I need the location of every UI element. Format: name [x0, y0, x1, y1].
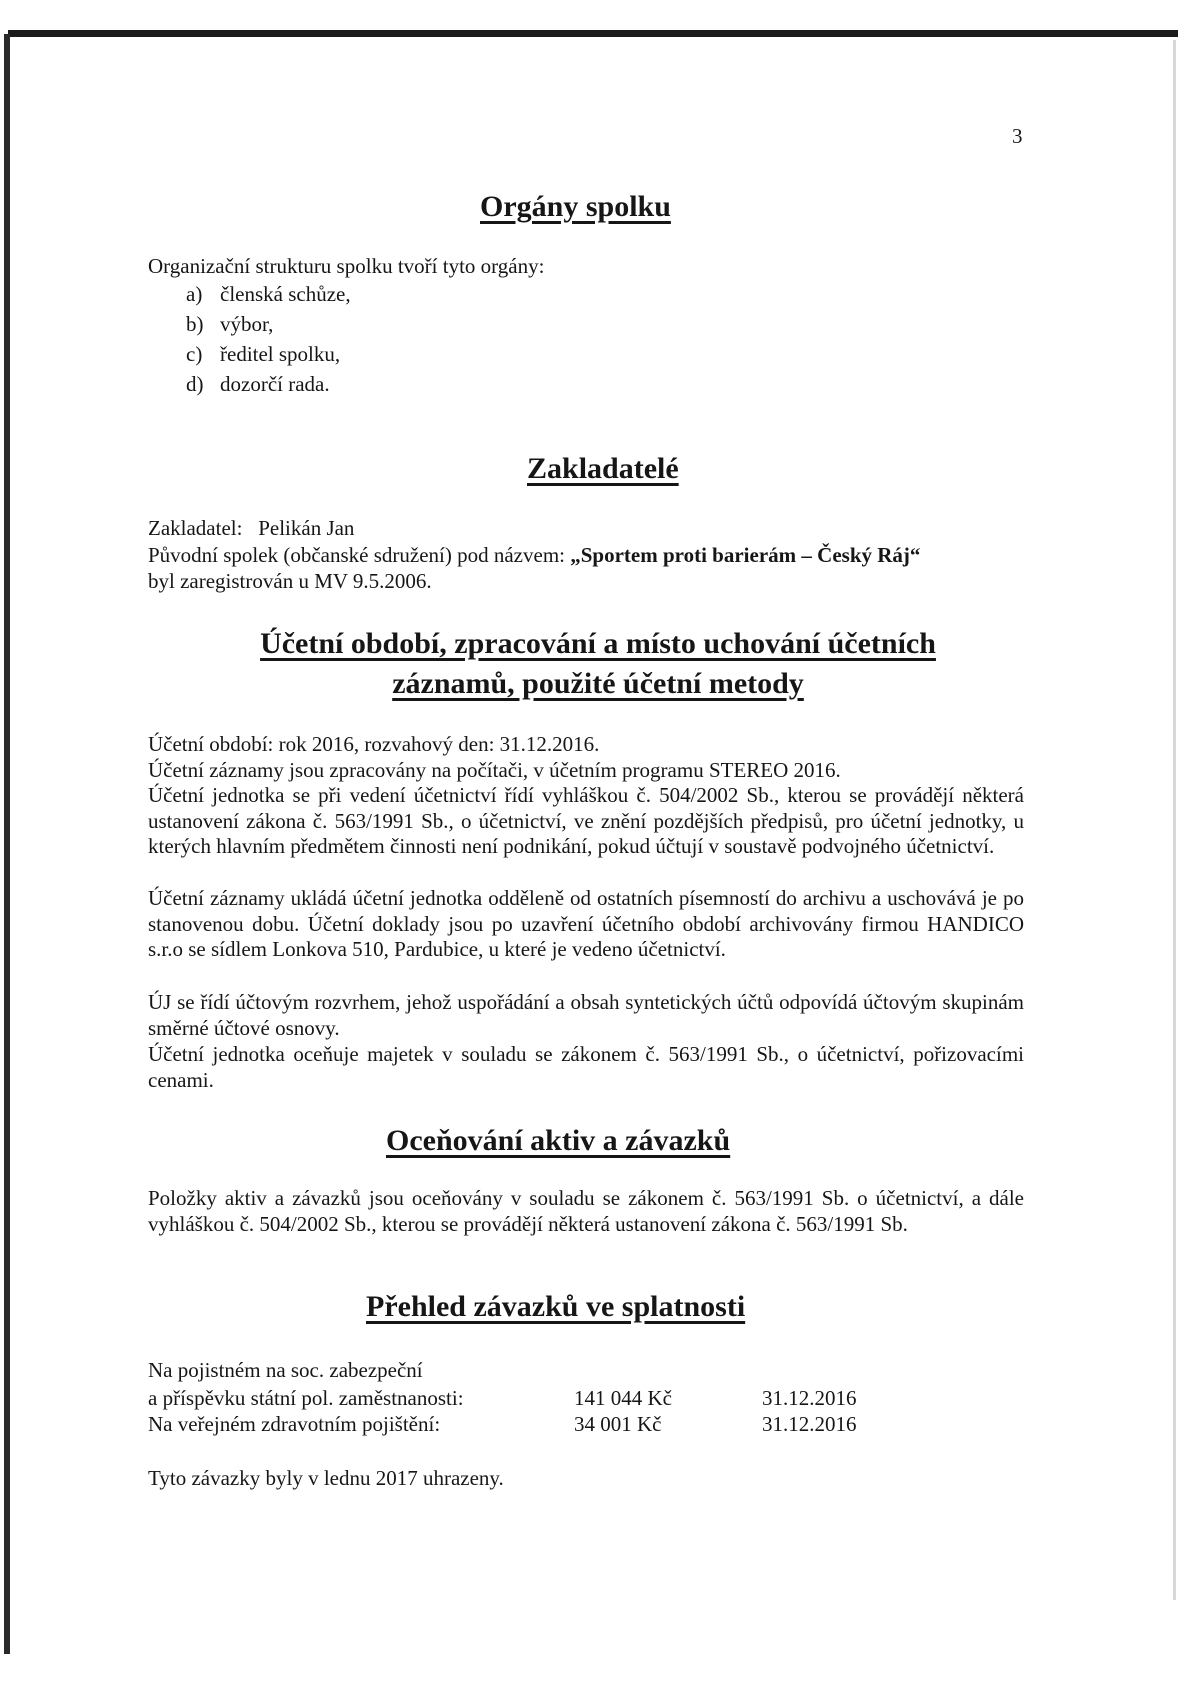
liability-row [148, 1358, 908, 1384]
ocenovani-paragraph: Položky aktiv a závazků jsou oceňovány v souladu se zákonem č. 563/1991 Sb. o účetnictví, a dále vyhláškou č. 504/2002 Sb., kterou se provádějí některá ustanovení zákona č. 563/1991 Sb. [148, 1186, 1024, 1236]
heading-ucetni-line2: záznamů, použité účetní metody [392, 667, 804, 700]
ucetni-paragraph-regulation: Účetní jednotka se při vedení účetnictví řídí vyhláškou č. 504/2002 Sb., kterou se provádějí některá ustanovení zákona č. 563/1991 Sb., o účetnictví, ve znění pozdějších předpisů, pro účetní jednotky, u kterých hlavním předmětem činnosti není podnikání, pokud účtují v soustavě podvojného účetnictví. [148, 783, 1024, 858]
list-text: dozorčí rada. [220, 372, 330, 396]
heading-ucetni-line1: Účetní období, zpracování a místo uchování účetních [260, 627, 936, 660]
liability-row [148, 1412, 908, 1438]
scan-edge-right [1173, 40, 1176, 1600]
organy-list-item [186, 282, 351, 307]
heading-prehled-zavazku: Přehled závazků ve splatnosti [366, 1290, 746, 1323]
founder-name: Pelikán Jan [258, 516, 355, 540]
ucetni-paragraph-valuation: Účetní jednotka oceňuje majetek v souladu se zákonem č. 563/1991 Sb., o účetnictví, pořizovacími cenami. [148, 1042, 1024, 1092]
registration-line: byl zaregistrován u MV 9.5.2006. [148, 569, 432, 593]
founder-label: Zakladatel: [148, 516, 243, 540]
original-association-name: „Sportem proti barierám – Český Ráj“ [570, 543, 921, 567]
organy-intro: Organizační strukturu spolku tvoří tyto orgány: [148, 254, 545, 278]
list-text: členská schůze, [220, 282, 351, 306]
liability-label: Na pojistném na soc. zabezpeční [148, 1358, 423, 1382]
original-association-line [148, 543, 920, 568]
list-marker: a) [186, 282, 203, 306]
liability-label: a příspěvku státní pol. zaměstnanosti: [148, 1386, 464, 1410]
list-marker: b) [186, 312, 204, 336]
heading-organy-spolku: Orgány spolku [480, 190, 671, 223]
page-number: 3 [1012, 124, 1023, 148]
ucetni-paragraph-chart-of-accounts: ÚJ se řídí účtovým rozvrhem, jehož uspořádání a obsah syntetických účtů odpovídá účtovým skupinám směrné účtové osnovy. [148, 990, 1024, 1040]
list-text: výbor, [220, 312, 274, 336]
liability-date: 31.12.2016 [762, 1412, 857, 1436]
liability-row [148, 1386, 908, 1412]
organy-list-item [186, 372, 330, 397]
founder-line [148, 516, 354, 541]
liability-label: Na veřejném zdravotním pojištění: [148, 1412, 441, 1436]
scan-edge-top [8, 30, 1178, 37]
heading-ocenovani: Oceňování aktiv a závazků [386, 1124, 731, 1157]
organy-list-item [186, 312, 273, 337]
liability-amount: 34 001 Kč [574, 1412, 662, 1436]
ucetni-paragraph-period: Účetní období: rok 2016, rozvahový den: 31.12.2016. [148, 732, 600, 756]
liability-amount: 141 044 Kč [574, 1386, 672, 1410]
scan-edge-left [4, 34, 10, 1654]
organy-list-item [186, 342, 340, 367]
original-association-prefix: Původní spolek (občanské sdružení) pod názvem: [148, 543, 571, 567]
liabilities-footer: Tyto závazky byly v lednu 2017 uhrazeny. [148, 1466, 504, 1490]
liability-date: 31.12.2016 [762, 1386, 857, 1410]
heading-ucetni-obdobi [198, 624, 998, 704]
list-text: ředitel spolku, [220, 342, 341, 366]
ucetni-paragraph-archive: Účetní záznamy ukládá účetní jednotka odděleně od ostatních písemností do archivu a uschovává je po stanovenou dobu. Účetní doklady jsou po uzavření účetního období archivovány firmou HANDICO s.r.o se sídlem Lonkova 510, Pardubice, u které je vedeno účetnictví. [148, 886, 1024, 961]
heading-zakladatele: Zakladatelé [527, 452, 679, 485]
ucetni-paragraph-records: Účetní záznamy jsou zpracovány na počítači, v účetním programu STEREO 2016. [148, 758, 841, 782]
list-marker: d) [186, 372, 204, 396]
list-marker: c) [186, 342, 203, 366]
